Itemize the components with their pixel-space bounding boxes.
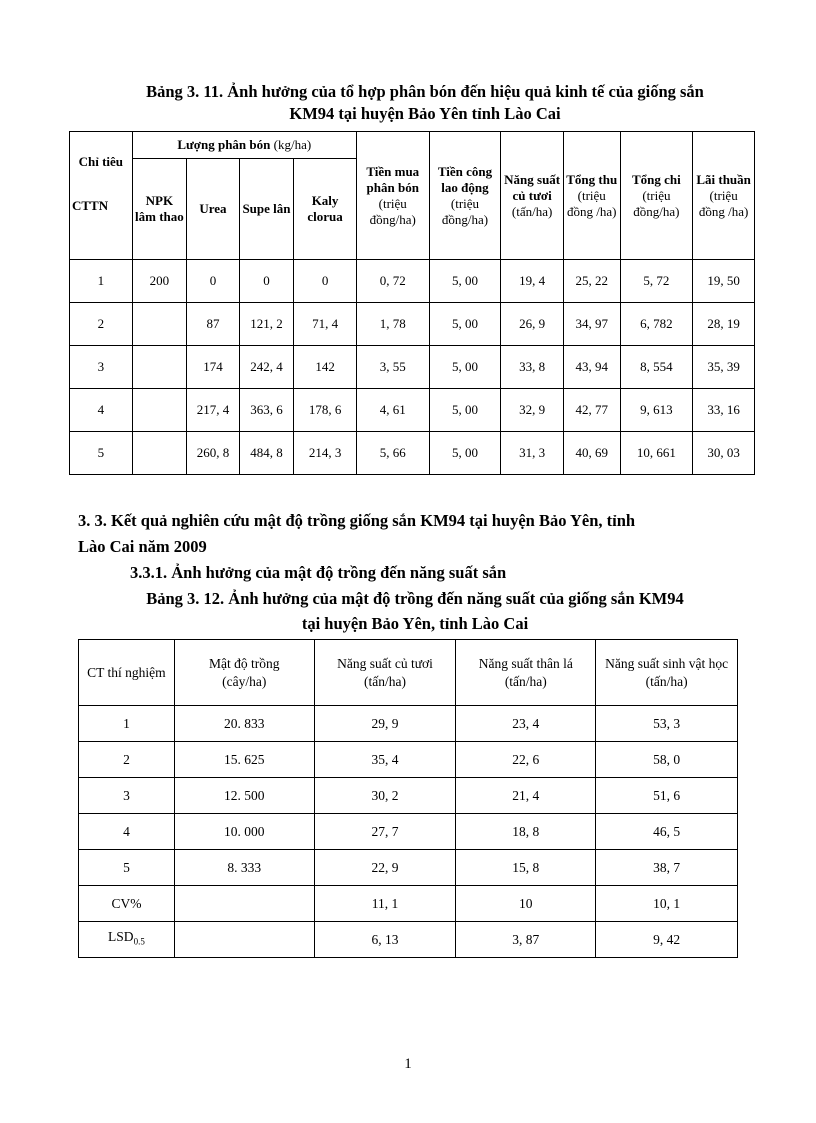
table-cell: 43, 94 bbox=[563, 346, 620, 389]
table-cell: 35, 39 bbox=[693, 346, 755, 389]
table-cell: 0 bbox=[239, 260, 294, 303]
table-cell: 51, 6 bbox=[596, 778, 738, 814]
table-cell: 4, 61 bbox=[356, 389, 429, 432]
table-cell: 10 bbox=[456, 886, 596, 922]
table-3-12-caption bbox=[60, 586, 770, 636]
table-3-11-caption bbox=[70, 81, 780, 125]
page-number: 1 bbox=[404, 1056, 412, 1072]
table-cell: 11, 1 bbox=[314, 886, 456, 922]
table-cell: 38, 7 bbox=[596, 850, 738, 886]
table-cell: 9, 42 bbox=[596, 922, 738, 958]
table-cell bbox=[132, 303, 187, 346]
header-npk: NPK lâm thao bbox=[132, 159, 187, 260]
header-label: Tổng thu bbox=[566, 171, 618, 187]
table-cell: 28, 19 bbox=[693, 303, 755, 346]
table-cell: 484, 8 bbox=[239, 432, 294, 475]
header-unit: (tấn/ha) bbox=[645, 673, 688, 689]
table-cell: 40, 69 bbox=[563, 432, 620, 475]
table-cell: 8. 333 bbox=[174, 850, 314, 886]
header-tong-thu bbox=[563, 132, 620, 260]
caption-line: Bảng 3. 12. Ảnh hưởng của mật độ trồng đến năng suất của giống sắn KM94 bbox=[146, 589, 684, 608]
table-cell: 363, 6 bbox=[239, 389, 294, 432]
header-ns-than bbox=[456, 640, 596, 706]
header-chi-tieu bbox=[70, 132, 133, 260]
table-cell bbox=[79, 922, 175, 958]
heading-line: Lào Cai năm 2009 bbox=[78, 537, 207, 556]
table-cell: 12. 500 bbox=[174, 778, 314, 814]
table-cell: 4 bbox=[79, 814, 175, 850]
header-ns-cu bbox=[314, 640, 456, 706]
header-ct: CT thí nghiệm bbox=[79, 640, 175, 706]
header-urea: Urea bbox=[187, 159, 240, 260]
header-unit: (kg/ha) bbox=[273, 137, 312, 152]
table-cell: 10. 000 bbox=[174, 814, 314, 850]
header-label: Mật độ trồng bbox=[209, 655, 280, 671]
table-cell bbox=[174, 922, 314, 958]
table-cell: 3, 55 bbox=[356, 346, 429, 389]
table-cell: 8, 554 bbox=[620, 346, 693, 389]
table-row bbox=[70, 346, 755, 389]
table-cell: 5, 00 bbox=[429, 260, 501, 303]
header-label: Năng suất củ tươi bbox=[337, 655, 433, 671]
table-cell: 33, 8 bbox=[501, 346, 564, 389]
table-cell bbox=[174, 886, 314, 922]
table-cell: 25, 22 bbox=[563, 260, 620, 303]
table-row bbox=[79, 814, 738, 850]
table-cell: 217, 4 bbox=[187, 389, 240, 432]
table-cell: 20. 833 bbox=[174, 706, 314, 742]
header-label: Năng suất củ tươi bbox=[504, 171, 561, 203]
table-cell: 32, 9 bbox=[501, 389, 564, 432]
table-3-11-body bbox=[70, 260, 755, 475]
header-supe: Supe lân bbox=[239, 159, 294, 260]
header-lai-thuan bbox=[693, 132, 755, 260]
table-cell: 30, 2 bbox=[314, 778, 456, 814]
table-cell: 2 bbox=[70, 303, 133, 346]
table-cell: 174 bbox=[187, 346, 240, 389]
table-cell: 9, 613 bbox=[620, 389, 693, 432]
header-unit: (triệu đồng/ha) bbox=[369, 195, 416, 227]
section-heading bbox=[78, 508, 635, 560]
table-cell bbox=[132, 346, 187, 389]
table-cell: 5 bbox=[70, 432, 133, 475]
header-mat-do bbox=[174, 640, 314, 706]
table-row bbox=[70, 303, 755, 346]
table-cell bbox=[132, 389, 187, 432]
header-kaly: Kaly clorua bbox=[294, 159, 357, 260]
table-cell: 10, 661 bbox=[620, 432, 693, 475]
header-unit: (triệu đồng/ha) bbox=[633, 187, 680, 219]
table-cell: 121, 2 bbox=[239, 303, 294, 346]
subsection-heading: 3.3.1. Ảnh hưởng của mật độ trồng đến năng suất sắn bbox=[130, 563, 507, 582]
table-cell: 142 bbox=[294, 346, 357, 389]
table-cell: 0 bbox=[187, 260, 240, 303]
table-cell: 26, 9 bbox=[501, 303, 564, 346]
table-cell: 5, 00 bbox=[429, 303, 501, 346]
table-cell: 3 bbox=[79, 778, 175, 814]
header-unit: (tấn/ha) bbox=[511, 203, 553, 219]
table-cell: 19, 50 bbox=[693, 260, 755, 303]
table-cell: 27, 7 bbox=[314, 814, 456, 850]
table-row bbox=[79, 922, 738, 958]
table-cell: 30, 03 bbox=[693, 432, 755, 475]
table-cell: 22, 6 bbox=[456, 742, 596, 778]
table-cell: 22, 9 bbox=[314, 850, 456, 886]
table-row bbox=[79, 886, 738, 922]
header-ns-sinh bbox=[596, 640, 738, 706]
table-cell: 42, 77 bbox=[563, 389, 620, 432]
table-cell: 21, 4 bbox=[456, 778, 596, 814]
header-tien-mua bbox=[356, 132, 429, 260]
header-label: Tiền công lao động bbox=[437, 163, 493, 195]
caption-line: tại huyện Bảo Yên, tỉnh Lào Cai bbox=[301, 614, 529, 633]
heading-line: 3. 3. Kết quả nghiên cứu mật độ trồng giống sắn KM94 tại huyện Bảo Yên, tỉnh bbox=[78, 511, 636, 530]
table-cell: 200 bbox=[132, 260, 187, 303]
table-cell: 15, 8 bbox=[456, 850, 596, 886]
table-cell: 29, 9 bbox=[314, 706, 456, 742]
header-nang-suat bbox=[501, 132, 564, 260]
header-unit: (triệu đồng /ha) bbox=[567, 187, 617, 219]
header-label: Tiền mua phân bón bbox=[366, 163, 420, 195]
table-cell: 18, 8 bbox=[456, 814, 596, 850]
header-unit: (tấn/ha) bbox=[364, 673, 407, 689]
table-3-12 bbox=[78, 639, 738, 958]
table-cell: 87 bbox=[187, 303, 240, 346]
table-cell: 6, 782 bbox=[620, 303, 693, 346]
table-row bbox=[79, 742, 738, 778]
table-cell: 1 bbox=[79, 706, 175, 742]
table-cell: 53, 3 bbox=[596, 706, 738, 742]
table-cell: 260, 8 bbox=[187, 432, 240, 475]
table-cell: 71, 4 bbox=[294, 303, 357, 346]
table-cell: 6, 13 bbox=[314, 922, 456, 958]
header-unit: (triệu đồng /ha) bbox=[698, 187, 749, 219]
header-unit: (triệu đồng/ha) bbox=[441, 195, 489, 227]
table-cell: 5, 72 bbox=[620, 260, 693, 303]
table-cell: 58, 0 bbox=[596, 742, 738, 778]
caption-line: KM94 tại huyện Bảo Yên tỉnh Lào Cai bbox=[289, 104, 561, 123]
table-cell: 3, 87 bbox=[456, 922, 596, 958]
table-cell: 3 bbox=[70, 346, 133, 389]
table-row bbox=[79, 778, 738, 814]
table-cell: 178, 6 bbox=[294, 389, 357, 432]
table-cell: 5, 00 bbox=[429, 389, 501, 432]
lsd-subscript: 0.5 bbox=[133, 936, 145, 947]
header-label: Tổng chi bbox=[632, 171, 681, 187]
header-fertilizer-group bbox=[132, 132, 356, 159]
header-label: Năng suất thân lá bbox=[478, 655, 573, 671]
table-cell: 5, 00 bbox=[429, 432, 501, 475]
table-cell: CV% bbox=[79, 886, 175, 922]
table-cell bbox=[132, 432, 187, 475]
table-cell: 0, 72 bbox=[356, 260, 429, 303]
header-label: Năng suất sinh vật học bbox=[605, 655, 729, 671]
table-cell: 33, 16 bbox=[693, 389, 755, 432]
table-cell: 214, 3 bbox=[294, 432, 357, 475]
table-cell: 5 bbox=[79, 850, 175, 886]
table-cell: 2 bbox=[79, 742, 175, 778]
table-cell: 242, 4 bbox=[239, 346, 294, 389]
table-3-12-body bbox=[79, 706, 738, 958]
header-tien-cong bbox=[429, 132, 501, 260]
table-cell: 31, 3 bbox=[501, 432, 564, 475]
table-cell: 10, 1 bbox=[596, 886, 738, 922]
table-row bbox=[79, 850, 738, 886]
header-label: Chỉ tiêu bbox=[78, 154, 124, 169]
table-cell: 0 bbox=[294, 260, 357, 303]
table-row bbox=[70, 260, 755, 303]
table-cell: 15. 625 bbox=[174, 742, 314, 778]
table-cell: 1 bbox=[70, 260, 133, 303]
lsd-label: LSD bbox=[108, 929, 134, 945]
header-label: CTTN bbox=[72, 198, 109, 213]
table-cell: 19, 4 bbox=[501, 260, 564, 303]
table-cell: 5, 00 bbox=[429, 346, 501, 389]
header-unit: (tấn/ha) bbox=[504, 673, 547, 689]
header-label: Lãi thuần bbox=[696, 171, 751, 187]
table-row bbox=[79, 706, 738, 742]
table-3-11 bbox=[69, 131, 755, 475]
header-label: Lượng phân bón bbox=[177, 137, 271, 152]
table-cell: 46, 5 bbox=[596, 814, 738, 850]
caption-line: Bảng 3. 11. Ảnh hưởng của tổ hợp phân bón đến hiệu quả kinh tế của giống sắn bbox=[146, 82, 704, 101]
header-tong-chi bbox=[620, 132, 693, 260]
table-cell: 34, 97 bbox=[563, 303, 620, 346]
table-cell: 35, 4 bbox=[314, 742, 456, 778]
table-row bbox=[70, 389, 755, 432]
table-cell: 1, 78 bbox=[356, 303, 429, 346]
table-cell: 23, 4 bbox=[456, 706, 596, 742]
table-cell: 4 bbox=[70, 389, 133, 432]
table-row bbox=[70, 432, 755, 475]
header-unit: (cây/ha) bbox=[222, 673, 267, 689]
table-cell: 5, 66 bbox=[356, 432, 429, 475]
